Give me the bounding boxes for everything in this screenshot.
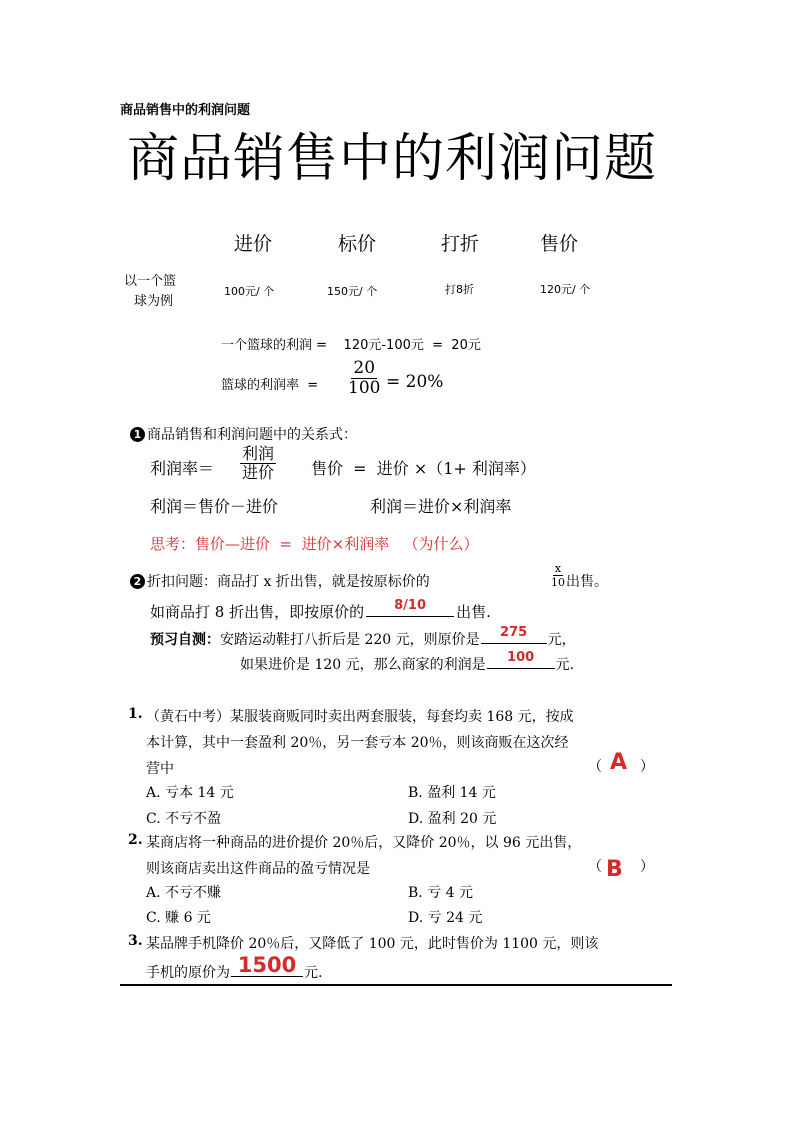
question-3-line-2	[146, 953, 323, 982]
preview-text-a: 安踏运动鞋打八折后是 220 元，则原价是	[220, 632, 480, 648]
question-2-line-2: 则该商店卖出这件商品的盈亏情况是	[146, 861, 370, 877]
answer-paren-close: ）	[640, 859, 654, 875]
rate-example-result: = 20%	[386, 372, 444, 392]
question-2-answer: B	[606, 857, 623, 882]
value-marked-price: 150元/ 个	[327, 285, 378, 298]
question-3-line-1: 某品牌手机降价 20％后，又降低了 100 元，此时售价为 1100 元，则该	[146, 936, 599, 952]
value-cost-price: 100元/ 个	[224, 285, 275, 298]
preview-answer-2: 100	[507, 650, 535, 665]
question-3-text-a: 手机的原价为	[146, 965, 230, 981]
rate-formula-denominator: 进价	[242, 463, 275, 482]
option-a: A. 亏本 14 元	[146, 785, 234, 801]
profit-formula-2: 利润＝进价×利润率	[370, 497, 512, 516]
sale-price-formula: 售价 = 进价 ×（1+ 利润率）	[311, 459, 536, 478]
value-sale-price: 120元/ 个	[540, 283, 591, 296]
question-3-blank	[231, 953, 303, 977]
col-marked-price: 标价	[338, 233, 377, 255]
discount-denominator: 10	[551, 576, 565, 589]
discount-numerator: x	[554, 562, 562, 575]
preview-answer-1: 275	[500, 625, 528, 640]
profit-example-line: 一个篮球的利润 = 120元-100元 = 20元	[221, 338, 481, 353]
row-label-line1: 以一个篮	[124, 274, 177, 289]
col-sale-price: 售价	[540, 233, 579, 255]
col-discount: 打折	[441, 233, 480, 255]
discount-example	[150, 598, 491, 622]
rate-numerator: 20	[353, 358, 376, 378]
question-number: 3.	[128, 933, 143, 949]
rate-example-fraction	[348, 360, 380, 397]
discount-example-blank	[366, 598, 454, 617]
option-c: C. 不亏不盈	[146, 811, 222, 827]
question-number: 2.	[128, 832, 143, 848]
question-3-text-b: 元.	[304, 965, 323, 981]
question-3-answer: 1500	[237, 953, 297, 977]
preview-blank-1	[481, 625, 547, 644]
question-1-line-3: 营中	[146, 761, 174, 777]
think-question: 思考：售价—进价 = 进价×利润率 （为什么）	[150, 535, 479, 553]
answer-paren-close: ）	[640, 759, 654, 775]
preview-line-2	[240, 650, 574, 674]
profit-formula: 利润＝售价－进价	[150, 497, 279, 516]
page-title: 商品销售中的利润问题	[127, 129, 658, 189]
circled-number-1: 1	[130, 427, 145, 442]
option-b: B. 盈利 14 元	[408, 785, 496, 801]
rate-example-label: 篮球的利润率 =	[221, 378, 319, 393]
col-cost-price: 进价	[234, 233, 273, 255]
question-1-answer: A	[610, 750, 628, 775]
question-1-line-1: （黄石中考）某服装商贩同时卖出两套服装，每套均卖 168 元，按成	[146, 709, 574, 725]
question-2-line-1: 某商店将一种商品的进价提价 20％后，又降价 20％，以 96 元出售，	[146, 835, 582, 851]
running-header: 商品销售中的利润问题	[120, 103, 251, 118]
row-label-line2: 球为例	[134, 294, 174, 309]
rate-formula-fraction	[240, 446, 276, 481]
circled-number-2: 2	[130, 574, 145, 589]
option-d: D. 盈利 20 元	[408, 811, 497, 827]
answer-paren-open: （	[588, 759, 602, 775]
rate-denominator: 100	[348, 378, 381, 398]
preview-line-1	[150, 625, 576, 649]
preview-text-c: 如果进价是 120 元，那么商家的利润是	[240, 657, 486, 673]
value-discount: 打8折	[445, 283, 474, 296]
discount-rule-text: 折扣问题：商品打 x 折出售，就是按原标价的	[147, 574, 430, 590]
option-a: A. 不亏不赚	[146, 885, 222, 901]
option-c: C. 赚 6 元	[146, 910, 211, 926]
bottom-divider	[120, 984, 672, 986]
rate-formula-label: 利润率＝	[150, 459, 215, 478]
preview-text-b: 元，	[547, 632, 576, 648]
question-number: 1.	[128, 706, 143, 722]
option-d: D. 亏 24 元	[408, 910, 483, 926]
section1-heading-text: 商品销售和利润问题中的关系式：	[147, 427, 357, 443]
section1-heading	[130, 424, 357, 444]
preview-blank-2	[487, 650, 555, 669]
discount-fraction	[551, 563, 565, 588]
discount-example-end: 出售.	[456, 603, 491, 621]
discount-example-answer: 8/10	[394, 598, 427, 613]
rate-formula-numerator: 利润	[242, 444, 275, 463]
preview-label: 预习自测：	[150, 632, 220, 648]
answer-paren-open: （	[588, 859, 602, 875]
section2-discount-rule	[130, 571, 430, 591]
question-1-line-2: 本计算，其中一套盈利 20％，另一套亏本 20％，则该商贩在这次经	[146, 735, 569, 751]
discount-rule-end: 出售。	[566, 574, 608, 590]
preview-text-d: 元.	[555, 657, 575, 673]
discount-example-text: 如商品打 8 折出售，即按原价的	[150, 603, 365, 621]
option-b: B. 亏 4 元	[408, 885, 473, 901]
